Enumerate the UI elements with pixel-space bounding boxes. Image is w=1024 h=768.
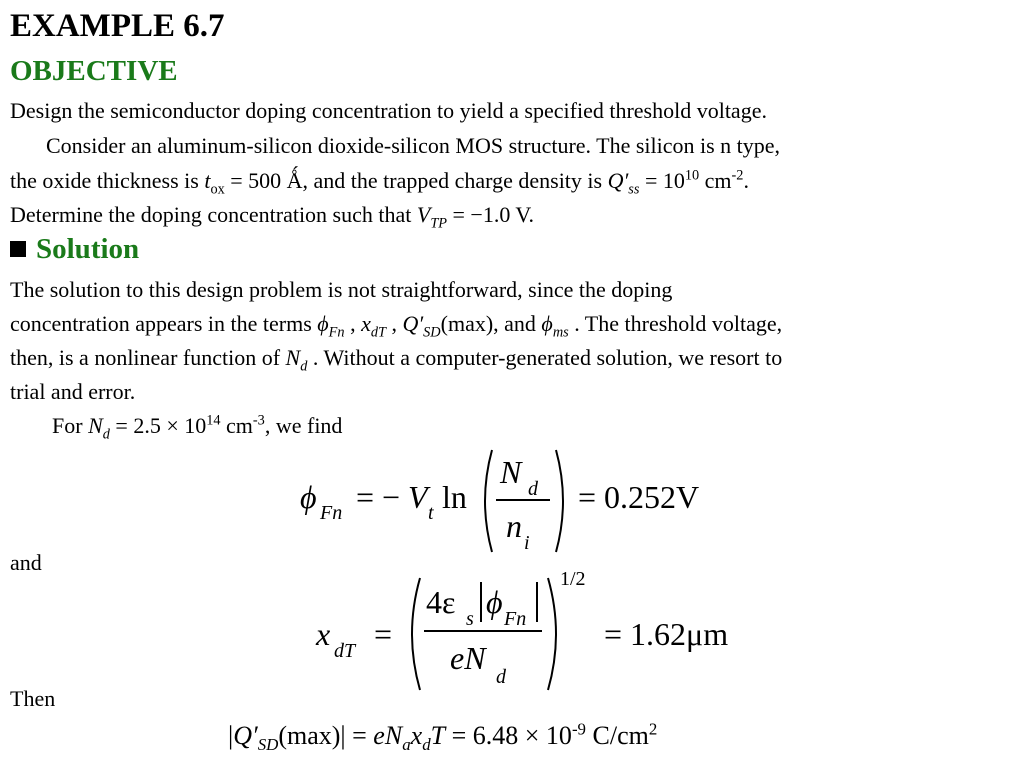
objective-heading: OBJECTIVE [10, 55, 178, 87]
solution-line-3: then, is a nonlinear function of $N_d$ . Without a computer-generated solution, we resort to [10, 345, 783, 375]
right-paren-icon [552, 448, 572, 554]
equation-x-dt: x dT = 4ε s ϕ Fn eN d 1/2 = 1.62μm [316, 570, 786, 694]
abs-bar-left [480, 582, 482, 622]
left-paren-icon [402, 576, 424, 692]
and-label: and [10, 550, 42, 575]
solution-line-5: For $N_d = 2.5 \times 10^{14}$ $cm^{-3}$, we find [52, 412, 343, 443]
solution-heading: Solution [10, 234, 139, 266]
page-title: EXAMPLE 6.7 [10, 8, 225, 44]
right-paren-icon [544, 576, 566, 692]
solution-line-4: trial and error. [10, 379, 136, 404]
problem-line-1: Consider an aluminum-silicon dioxide-silicon MOS structure. The silicon is n type, [46, 133, 781, 158]
problem-line-3: Determine the doping concentration such that $V_{TP} = -1.0$ V. [10, 202, 534, 232]
abs-bar-right [536, 582, 538, 622]
objective-text: Design the semiconductor doping concentration to yield a specified threshold voltage. [10, 98, 767, 123]
equation-q-sd: $|Q'_{SD}(\max)| = eN_ax_dT = 6.48 \times 10^{-9}$ $C/cm^2$ [228, 719, 658, 755]
fraction-bar [496, 499, 550, 501]
fraction-bar [424, 630, 542, 632]
left-paren-icon [476, 448, 496, 554]
solution-line-1: The solution to this design problem is not straightforward, since the doping [10, 277, 673, 302]
then-label: Then [10, 686, 56, 711]
bullet-square-icon [10, 241, 26, 257]
problem-line-2: the oxide thickness is $t_{ox} = 500$ Ǻ, and the trapped charge density is $Q'_{ss} = 10^{10}$ $cm^{-2}$. [10, 167, 749, 198]
equation-phi-fn: ϕ Fn = − V t ln N d n i = 0.252V [300, 446, 740, 556]
solution-line-2: concentration appears in the terms $\phi_{Fn}$ , $x_{dT}$ , $Q'_{SD}(\max)$, and $\phi_{ms}$ . The threshold voltage, [10, 311, 783, 341]
